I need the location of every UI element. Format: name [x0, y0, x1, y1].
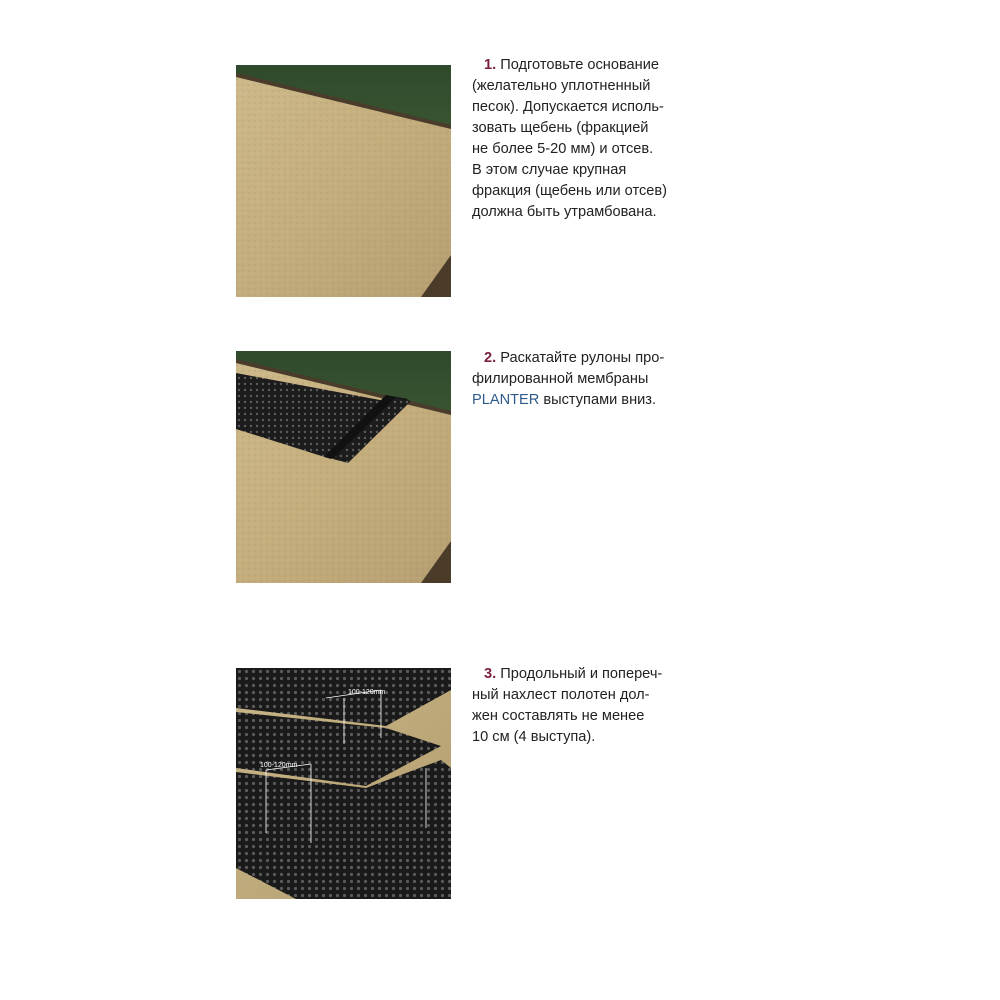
step-1-line: песок). Допускается исполь-	[472, 99, 664, 115]
step-1-line: фракция (щебень или отсев)	[472, 183, 667, 199]
step-3-number: 3.	[484, 666, 497, 682]
step-2-line: филированной мембраны	[472, 371, 649, 387]
step-3-line: ный нахлест полотен дол-	[472, 687, 650, 703]
step-1-line: В этом случае крупная	[472, 162, 627, 178]
overlap-label: 100-120mm	[348, 689, 386, 696]
step-2-text	[472, 348, 702, 411]
step-2-number: 2.	[484, 350, 497, 366]
step-2-line: Раскатайте рулоны про-	[500, 350, 665, 366]
step-1-line: не более 5-20 мм) и отсев.	[472, 141, 654, 157]
step-1-number: 1.	[484, 57, 497, 73]
step-3-image	[236, 668, 451, 899]
overlap-label: 100-120mm	[260, 762, 298, 769]
step-2-line: выступами вниз.	[539, 392, 657, 408]
step-3-text	[472, 664, 702, 748]
planter-brand-name: PLANTER	[472, 392, 540, 408]
step-1-line: Подготовьте основание	[500, 57, 659, 73]
step-1-image	[236, 65, 451, 297]
step-1-text	[472, 55, 702, 223]
step-2-image	[236, 351, 451, 583]
step-3-line: Продольный и попереч-	[500, 666, 663, 682]
step-1-line: зовать щебень (фракцией	[472, 120, 649, 136]
step-1-line: должна быть утрамбована.	[472, 204, 657, 220]
step-3-line: 10 см (4 выступа).	[472, 729, 596, 745]
step-1-line: (желательно уплотненный	[472, 78, 651, 94]
step-3-line: жен составлять не менее	[472, 708, 645, 724]
